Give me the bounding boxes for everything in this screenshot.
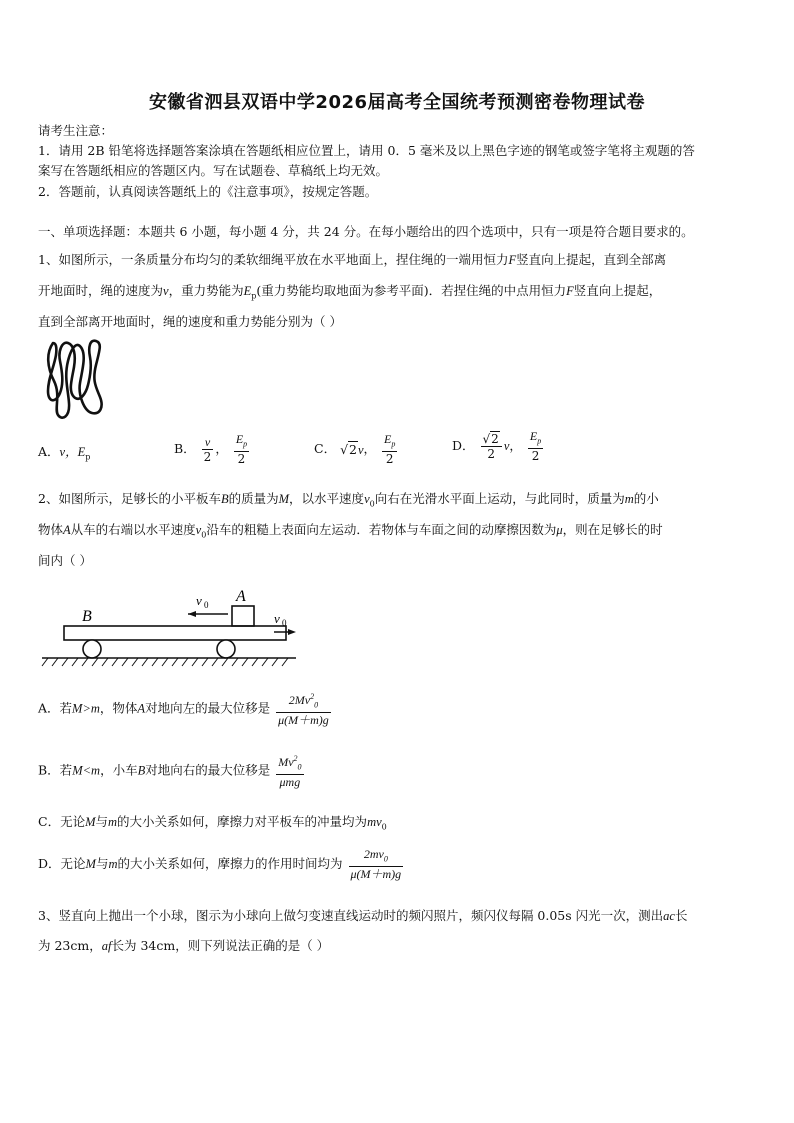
- q1-line-2: [38, 281, 661, 301]
- notice-heading: 请考生注意：: [38, 123, 114, 138]
- rope-outline: [48, 341, 102, 418]
- q2-option-b: B．若M<m，小车B对地向右的最大位移是 $\frac{Mv^2_0}{\text{μmg}}$: [38, 754, 302, 790]
- fraction-option-b: $\frac{Mv^2_0}{\text{μmg}}$: [278, 754, 302, 790]
- wheel-right: [217, 640, 235, 658]
- q1-force-symbol: F: [566, 284, 574, 298]
- q1-text: 竖直向上提起，直到全部离: [516, 252, 667, 267]
- fraction-ep-over-2: $\frac{E_p}{2}$: [235, 432, 248, 467]
- q1-text: (重力势能均取地面为参考平面)．若捏住绳的中点用恒力: [256, 283, 567, 298]
- fraction-sqrt2-over-2: $\frac{√2}{2}$: [481, 432, 502, 462]
- q3-line-1: 3、竖直向上抛出一个小球，图示为小球向上做匀变速直线运动时的频闪照片，频闪仪每隔 0.05s 闪光一次，测出ac长: [38, 908, 688, 923]
- option-label: D．: [452, 438, 475, 454]
- q2-option-c: C．无论M与m的大小关系如何，摩擦力对平板车的冲量均为$mv_0$: [38, 814, 387, 832]
- right-arrow-head: [288, 629, 296, 635]
- q2-cart-figure: [38, 586, 300, 678]
- q1-option-a: [38, 442, 90, 462]
- q1-text: 开地面时，绳的速度为: [38, 283, 164, 298]
- option-label: A．: [38, 444, 60, 459]
- q1-rope-figure: [44, 337, 112, 421]
- option-a-value: v，E: [59, 445, 86, 459]
- q1-line-1: [38, 250, 666, 268]
- left-arrow-head: [188, 611, 196, 617]
- q1-energy-symbol: E: [243, 284, 252, 298]
- q1-option-b: B． $\frac{v}{2}$ ， $\frac{E_p}{2}$: [174, 432, 248, 467]
- label-v0-right-sub: 0: [282, 618, 287, 628]
- label-a: A: [236, 588, 246, 605]
- ground-hatching: [42, 658, 288, 666]
- q2-line-1: 2、如图所示，足够长的小平板车B的质量为M，以水平速度$v_0$向右在光滑水平面上运动，与此同时，质量为m的小: [38, 491, 659, 509]
- q2-option-a: A．若M>m，物体A对地向左的最大位移是 $\frac{2Mv^2_0}{\mu(M+m)g}$: [38, 692, 329, 728]
- label-v0-left-sub: 0: [204, 600, 209, 610]
- section-heading: 一、单项选择题：本题共 6 小题，每小题 4 分，共 24 分。在每小题给出的四个选项中，只有一项是符合题目要求的。: [38, 224, 694, 239]
- exam-title: 安徽省泗县双语中学2026届高考全国统考预测密卷物理试卷: [148, 92, 646, 113]
- option-label: B．: [174, 441, 196, 457]
- q1-option-d: D． $\frac{√2}{2}$ v， $\frac{E_p}{2}$: [452, 429, 542, 464]
- q2-line-3: 间内（ ）: [38, 553, 92, 568]
- q1-option-c: C． √2v， $\frac{E_p}{2}$: [314, 432, 396, 467]
- cart-board: [64, 626, 286, 640]
- notice-item-1-line-1: 1．请用 2B 铅笔将选择题答案涂填在答题纸相应位置上，请用 0．5 毫米及以上黑色字迹的钢笔或签字笔将主观题的答: [38, 143, 695, 158]
- q1-energy-subscript: p: [251, 291, 257, 301]
- q1-velocity-symbol: v: [163, 284, 169, 298]
- label-v0-left: v: [196, 593, 202, 608]
- fraction-v-over-2: $\frac{v}{2}$: [203, 434, 212, 464]
- fraction-option-d: $\frac{2mv_0}{\mu(M+m)g}$: [350, 847, 402, 882]
- q2-line-2: 物体A从车的右端以水平速度$v_0$沿车的粗糙上表面向左运动．若物体与车面之间的动摩擦因数为μ，则在足够长的时: [38, 522, 663, 540]
- q1-text: 竖直向上提起，: [573, 283, 662, 298]
- q1-text: ，重力势能为: [168, 283, 244, 298]
- notice-item-1-line-2: 案写在答题纸相应的答题区内。写在试题卷、草稿纸上均无效。: [38, 163, 389, 178]
- block-a: [232, 606, 254, 626]
- option-label: C．: [314, 441, 337, 457]
- notice-item-2: 2．答题前，认真阅读答题纸上的《注意事项》，按规定答题。: [38, 184, 378, 199]
- wheel-left: [83, 640, 101, 658]
- fraction-option-a: $\frac{2Mv^2_0}{\mu(M+m)g}$: [278, 692, 329, 728]
- option-a-subscript: p: [85, 452, 91, 462]
- q3-line-2: 为 23cm，af长为 34cm，则下列说法正确的是（ ）: [38, 938, 330, 953]
- fraction-ep-over-2: $\frac{E_p}{2}$: [529, 429, 542, 464]
- label-b: B: [82, 608, 92, 625]
- fraction-ep-over-2: $\frac{E_p}{2}$: [384, 432, 396, 467]
- sqrt-2-v: √2v: [340, 441, 364, 457]
- q1-force-symbol: F: [508, 253, 517, 267]
- q2-option-d: D．无论M与m的大小关系如何，摩擦力的作用时间均为 $\frac{2mv_0}{\mu(M+m)g}$: [38, 847, 402, 882]
- q1-line-3: 直到全部离开地面时，绳的速度和重力势能分别为（ ）: [38, 314, 342, 329]
- label-v0-right: v: [274, 611, 280, 626]
- q1-text: 1、如图所示，一条质量分布均匀的柔软细绳平放在水平地面上，捏住绳的一端用恒力: [38, 252, 509, 267]
